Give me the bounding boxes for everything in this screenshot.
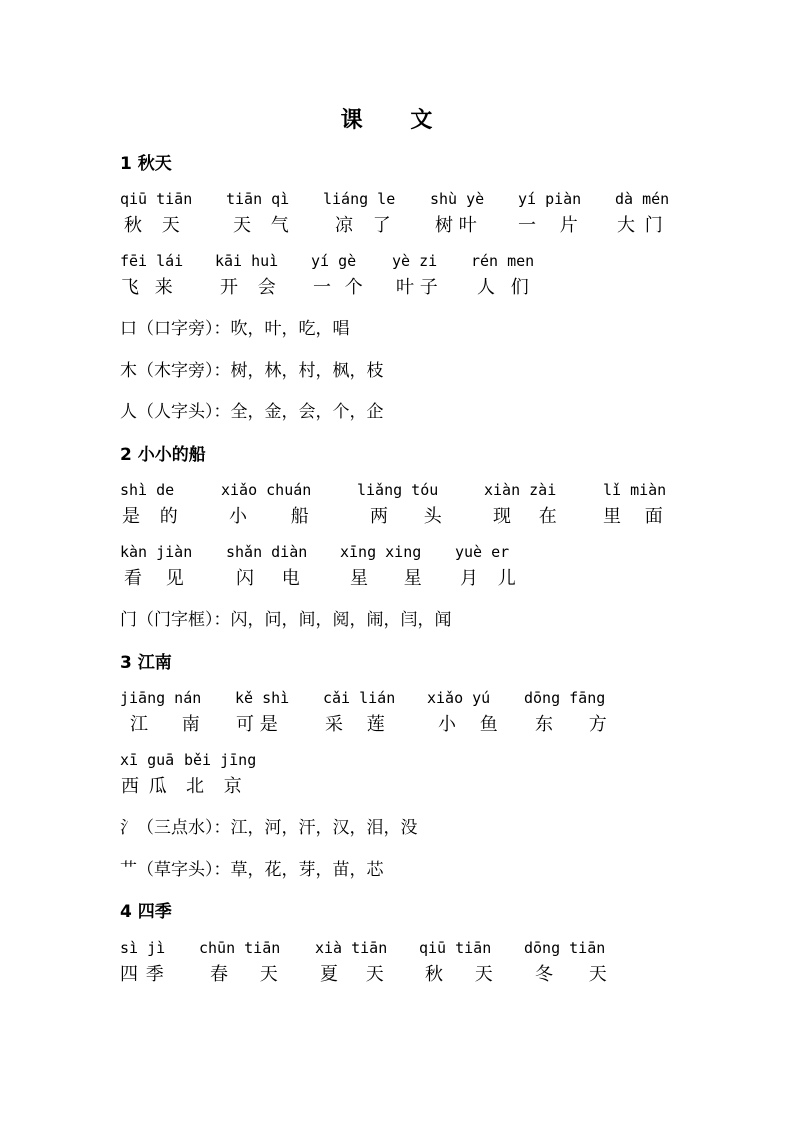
hanzi-word: 大 门: [617, 215, 663, 236]
pinyin: dōng tiān: [524, 939, 606, 957]
pinyin: fēi lái: [120, 252, 184, 270]
hanzi-word: 飞 来: [121, 277, 173, 298]
hanzi-word: 四 季: [120, 964, 164, 985]
pinyin: rén men: [471, 252, 535, 270]
pinyin: xiàn zài: [484, 481, 557, 499]
pinyin: lǐ miàn: [603, 481, 667, 499]
pinyin: chūn tiān: [199, 939, 281, 957]
pinyin: qiū tiān: [419, 939, 492, 957]
hanzi-word: 天 气: [233, 215, 289, 236]
hanzi-word: 江 南: [130, 714, 200, 735]
pinyin: tiān qì: [226, 190, 290, 208]
pinyin: xiǎo yú: [427, 689, 491, 707]
radical-line: 艹（草字头）：草，花，芽，苗，芯: [120, 860, 384, 880]
pinyin: xià tiān: [315, 939, 388, 957]
pinyin: xiǎo chuán: [221, 481, 312, 499]
pinyin: kàn jiàn: [120, 543, 193, 561]
radical-line: 氵（三点水）：江，河，汗，汉，泪，没: [120, 818, 418, 838]
pinyin: yí gè: [311, 252, 357, 270]
radical-line: 口（口字旁）：吹，叶，吃，唱: [120, 319, 350, 339]
hanzi-word: 里 面: [603, 506, 663, 527]
hanzi-word: 月 儿: [460, 568, 516, 589]
hanzi-word: 春 天: [210, 964, 278, 985]
hanzi-word: 现 在: [493, 506, 557, 527]
hanzi-word: 东 方: [535, 714, 607, 735]
lesson-heading: 2 小小的船: [120, 445, 206, 465]
radical-line: 木（木字旁）：树，林，村，枫，枝: [120, 361, 384, 381]
hanzi-word: 西 瓜: [121, 776, 167, 797]
pinyin: shǎn diàn: [226, 543, 308, 561]
hanzi-word: 看 见: [124, 568, 184, 589]
hanzi-word: 夏 天: [320, 964, 384, 985]
pinyin: yuè er: [455, 543, 510, 561]
hanzi-word: 是 的: [122, 506, 178, 527]
pinyin: kě shì: [235, 689, 290, 707]
pinyin: cǎi lián: [323, 689, 396, 707]
pinyin: dà mén: [615, 190, 670, 208]
pinyin: qiū tiān: [120, 190, 193, 208]
pinyin: kāi huì: [215, 252, 279, 270]
hanzi-word: 秋 天: [124, 215, 180, 236]
hanzi-word: 小 船: [229, 506, 309, 527]
hanzi-word: 北 京: [186, 776, 242, 797]
radical-line: 门（门字框）：闪，问，间，阅，闹，闫，闻: [120, 610, 452, 630]
hanzi-word: 秋 天: [425, 964, 493, 985]
hanzi-word: 可 是: [236, 714, 278, 735]
hanzi-word: 星 星: [350, 568, 422, 589]
lesson-heading: 1 秋天: [120, 154, 172, 174]
hanzi-word: 采 莲: [325, 714, 385, 735]
hanzi-word: 一 片: [518, 215, 578, 236]
lesson-heading: 3 江南: [120, 653, 172, 673]
pinyin: běi jīng: [184, 751, 257, 769]
pinyin: xīng xing: [340, 543, 422, 561]
pinyin: sì jì: [120, 939, 166, 957]
page-title: 课 文: [340, 108, 453, 133]
pinyin: yè zi: [392, 252, 438, 270]
hanzi-word: 冬 天: [535, 964, 607, 985]
radical-line: 人（人字头）：全，金，会，个，企: [120, 402, 384, 422]
hanzi-word: 小 鱼: [438, 714, 498, 735]
hanzi-word: 一 个: [313, 277, 363, 298]
hanzi-word: 叶 子: [396, 277, 438, 298]
pinyin: shù yè: [430, 190, 485, 208]
pinyin: xī guā: [120, 751, 175, 769]
pinyin: yí piàn: [518, 190, 582, 208]
pinyin: jiāng nán: [120, 689, 202, 707]
pinyin: liáng le: [323, 190, 396, 208]
pinyin: liǎng tóu: [357, 481, 439, 499]
pinyin: shì de: [120, 481, 175, 499]
hanzi-word: 开 会: [220, 277, 276, 298]
lesson-heading: 4 四季: [120, 902, 172, 922]
hanzi-word: 凉 了: [335, 215, 391, 236]
hanzi-word: 树 叶: [435, 215, 477, 236]
hanzi-word: 闪 电: [236, 568, 300, 589]
pinyin: dōng fāng: [524, 689, 606, 707]
hanzi-word: 人 们: [477, 277, 529, 298]
hanzi-word: 两 头: [370, 506, 442, 527]
